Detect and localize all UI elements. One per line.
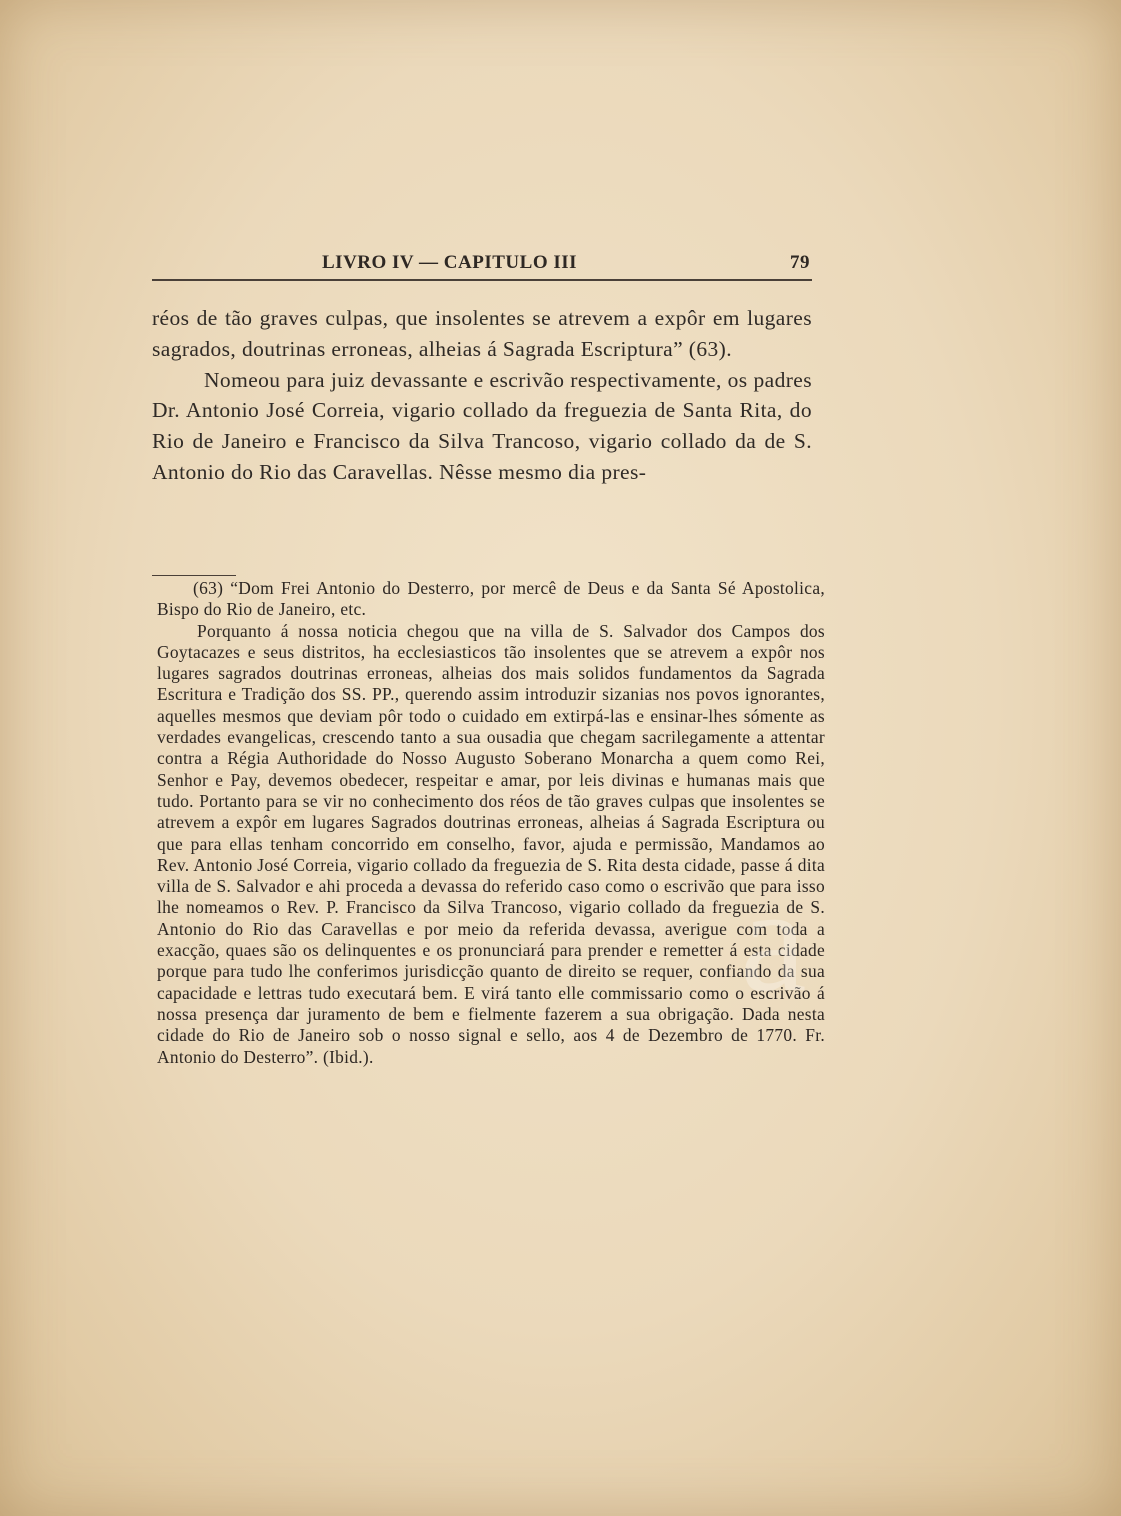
- watermark: a: [740, 857, 807, 1023]
- footnote: [157, 578, 825, 1068]
- running-head: [152, 252, 812, 278]
- main-text: [152, 303, 812, 488]
- footnote-text: Porquanto á nossa noticia chegou que na villa de S. Salvador dos Campos dos Goytacazes e seus distritos, ha ecclesiasticos tão insolentes que se atrevem a expôr nos lugares sagrados doutrinas erroneas, alheias dos mais solidos fundamentos da Sagrada Escritura e Tradição dos SS. PP., querendo assim introduzir sizanias nos povos ignorantes, aquelles mesmos que deviam pôr todo o cuidado em extirpá-las e ensinar-lhes sómente as verdades evangelicas, crescendo tanto a sua ousadia que chegam sacrilegamente a attentar contra a Régia Authoridade do Nosso Augusto Soberano Monarcha a quem como Rei, Senhor e Pay, devemos obedecer, respeitar e amar, por leis divinas e humanas mais que tudo. Portanto para se vir no conhecimento dos réos de tão graves culpas que insolentes se atrevem a expôr em lugares Sagrados doutrinas erroneas, alheias á Sagrada Escriptura ou que para ellas tenham concorrido em conselho, favor, ajuda e permissão, Mandamos ao Rev. Antonio José Correia, vigario collado da freguezia de S. Rita desta cidade, passe á dita villa de S. Salvador e ahi proceda a devassa do referido caso como o escrivão que para isso lhe nomeamos o Rev. P. Francisco da Silva Trancoso, vigario collado da freguezia de S. Antonio do Rio das Caravellas e por meio da referida devassa, averigue com toda a exacção, quaes são os delinquentes e os pronunciará para prender e remetter á esta cidade porque para tudo lhe conferimos jurisdicção quanto de direito se requer, confiando da sua capacidade e lettras tudo executará bem. E virá tanto elle commissario como o escrivão á nossa presença dar juramento de bem e fielmente fazerem a sua obrigação. Dada nesta cidade do Rio de Janeiro sob o nosso signal e sello, aos 4 de Dezembro de 1770. Fr. Antonio do Desterro”. (Ibid.).: [157, 620, 825, 1067]
- paragraph: réos de tão graves culpas, que insolentes se atrevem a expôr em lugares sagrados, doutrinas erroneas, alheias á Sagrada Escriptura” (63).: [152, 306, 812, 361]
- header-rule: [152, 279, 812, 281]
- running-title: LIVRO IV — CAPITULO III: [322, 252, 578, 273]
- paragraph: Nomeou para juiz devassante e escrivão respectivamente, os padres Dr. Antonio José Correia, vigario collado da freguezia de Santa Rita, do Rio de Janeiro e Francisco da Silva Trancoso, vigario collado da de S. Antonio do Rio das Caravellas. Nêsse mesmo dia pres-: [152, 367, 812, 484]
- footnote-opening: [157, 578, 825, 621]
- footnote-opening-text: “Dom Frei Antonio do Desterro, por mercê de Deus e da Santa Sé Apostolica, Bispo do Rio de Janeiro, etc.: [157, 578, 825, 620]
- footnote-rule: [152, 575, 236, 576]
- page-number: 79: [790, 252, 810, 273]
- footnote-number: (63): [193, 578, 224, 598]
